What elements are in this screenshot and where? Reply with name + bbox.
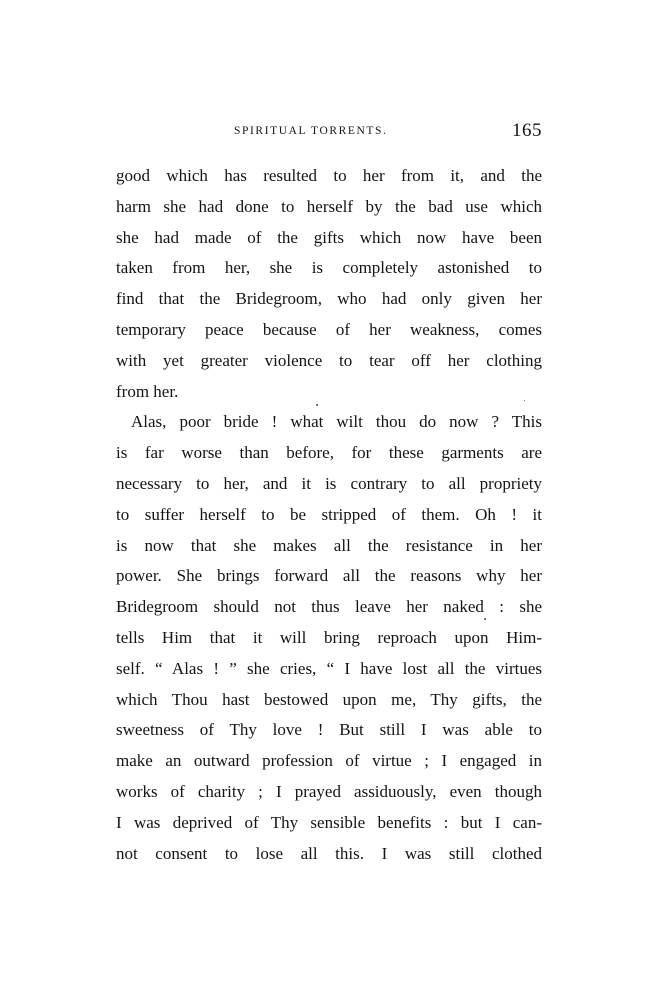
text-line: not consent to lose all this. I was still clothed — [116, 843, 542, 863]
text-line: harm she had done to herself by the bad use which — [116, 196, 542, 216]
text-line: necessary to her, and it is contrary to all propriety — [116, 473, 542, 493]
text-line: self. “ Alas ! ” she cries, “ I have lost all the virtues — [116, 658, 542, 678]
text-line: make an outward profession of virtue ; I engaged in — [116, 751, 542, 771]
text-line: is now that she makes all the resistance in her — [116, 535, 542, 555]
body-text — [116, 161, 542, 869]
print-speck — [524, 400, 525, 401]
text-line: power. She brings forward all the reasons why her — [116, 566, 542, 586]
text-line: I was deprived of Thy sensible benefits : but I can- — [116, 812, 542, 832]
paragraph-last-line: from her. — [116, 381, 179, 401]
text-line: taken from her, she is completely astonished to — [116, 258, 542, 278]
text-line: works of charity ; I prayed assiduously, even though — [116, 781, 542, 801]
print-speck — [316, 404, 318, 406]
text-line: tells Him that it will bring reproach upon Him- — [116, 627, 542, 647]
text-line: Bridegroom should not thus leave her naked : she — [116, 597, 542, 617]
print-speck — [484, 618, 486, 620]
running-head: SPIRITUAL TORRENTS. — [234, 125, 388, 137]
text-line: find that the Bridegroom, who had only given her — [116, 289, 542, 309]
text-line: she had made of the gifts which now have been — [116, 227, 542, 247]
text-line: which Thou hast bestowed upon me, Thy gifts, the — [116, 689, 542, 709]
text-line: is far worse than before, for these garments are — [116, 443, 542, 463]
text-line: good which has resulted to her from it, and the — [116, 166, 542, 185]
text-line: sweetness of Thy love ! But still I was able to — [116, 720, 542, 740]
paragraph-first-line: Alas, poor bride ! what wilt thou do now ? This — [131, 412, 542, 432]
page-number: 165 — [512, 120, 542, 141]
page-header — [116, 122, 542, 144]
text-line: to suffer herself to be stripped of them. Oh ! it — [116, 504, 542, 524]
text-line: temporary peace because of her weakness, comes — [116, 319, 542, 339]
text-line: with yet greater violence to tear off her clothing — [116, 350, 542, 370]
